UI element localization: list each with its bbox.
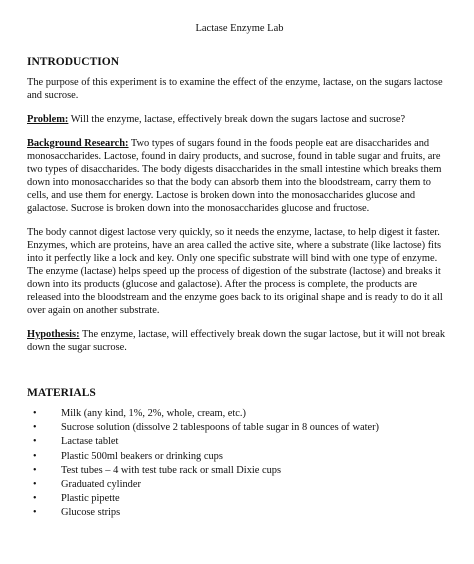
introduction-heading: INTRODUCTION — [27, 56, 120, 68]
material-item-beakers: Plastic 500ml beakers or drinking cups — [61, 450, 223, 462]
digestion-paragraph: The body cannot digest lactose very quickly, so it needs the enzyme, lactase, to help digest it faster. Enzymes, which are proteins, have an area called the active site, where a substrate (like lactose) fits into it perfectly like a lock and key. Only one specific substrate will bind with one type of enzyme. The enzyme (lactase) helps speed up the process of digestion of the substrate (lactose) and breaks it down into its products (glucose and galactose). After the process is complete, the products are released into the bloodstream and the enzyme goes back to its original shape and is ready to do it all over again on another substrate. — [27, 227, 443, 316]
problem-text: Will the enzyme, lactase, effectively break down the sugars lactose and sucrose? — [68, 114, 406, 125]
materials-heading: MATERIALS — [27, 387, 96, 399]
materials-list — [27, 407, 452, 521]
material-item-sucrose-solution: Sucrose solution (dissolve 2 tablespoons of table sugar in 8 ounces of water) — [61, 422, 380, 434]
material-item-milk: Milk (any kind, 1%, 2%, whole, cream, etc.) — [61, 408, 246, 419]
material-item-glucose-strips: Glucose strips — [61, 507, 121, 519]
bullet-icon: • — [33, 479, 37, 491]
hypothesis-label: Hypothesis: — [27, 329, 80, 340]
bullet-icon: • — [33, 422, 37, 434]
list-item — [33, 506, 452, 520]
material-item-lactase-tablet: Lactase tablet — [61, 436, 119, 448]
hypothesis-text: The enzyme, lactase, will effectively break down the sugar lactose, but it will not break down the sugar sucrose. — [27, 329, 446, 353]
list-item — [33, 435, 452, 449]
bullet-icon: • — [33, 507, 37, 519]
bullet-icon: • — [33, 436, 37, 448]
background-label: Background Research: — [27, 138, 129, 149]
list-item — [33, 478, 452, 492]
problem-label: Problem: — [27, 114, 69, 125]
hypothesis-paragraph — [27, 328, 452, 354]
problem-paragraph — [27, 113, 452, 126]
bullet-icon: • — [33, 408, 37, 419]
background-text: Two types of sugars found in the foods people eat are disaccharides and monosaccharides. Lactose, found in dairy products, and sucrose, found in table sugar and fruits, are two types of disaccharides. The body digests disaccharides in the small intestine which breaks them down into monosaccharides so that the body can absorb them into the bloodstream, carry them to cells, and use them for energy. Lactose is broken down into the monosaccharides glucose and galactose. Sucrose is broken down into the monosaccharides glucose and fructose. — [27, 138, 442, 214]
list-item — [33, 464, 452, 478]
material-item-test-tubes: Test tubes – 4 with test tube rack or small Dixie cups — [61, 464, 282, 476]
bullet-icon: • — [33, 464, 37, 476]
bullet-icon: • — [33, 450, 37, 462]
list-item — [33, 421, 452, 435]
document-title: Lactase Enzyme Lab — [195, 23, 284, 34]
purpose-paragraph: The purpose of this experiment is to examine the effect of the enzyme, lactase, on the sugars lactose and sucrose. — [27, 77, 443, 101]
material-item-plastic-pipette: Plastic pipette — [61, 493, 120, 505]
list-item — [33, 492, 452, 506]
material-item-graduated-cylinder: Graduated cylinder — [61, 479, 141, 491]
list-item — [33, 450, 452, 464]
list-item — [33, 407, 452, 421]
background-paragraph — [27, 137, 452, 215]
bullet-icon: • — [33, 493, 37, 505]
